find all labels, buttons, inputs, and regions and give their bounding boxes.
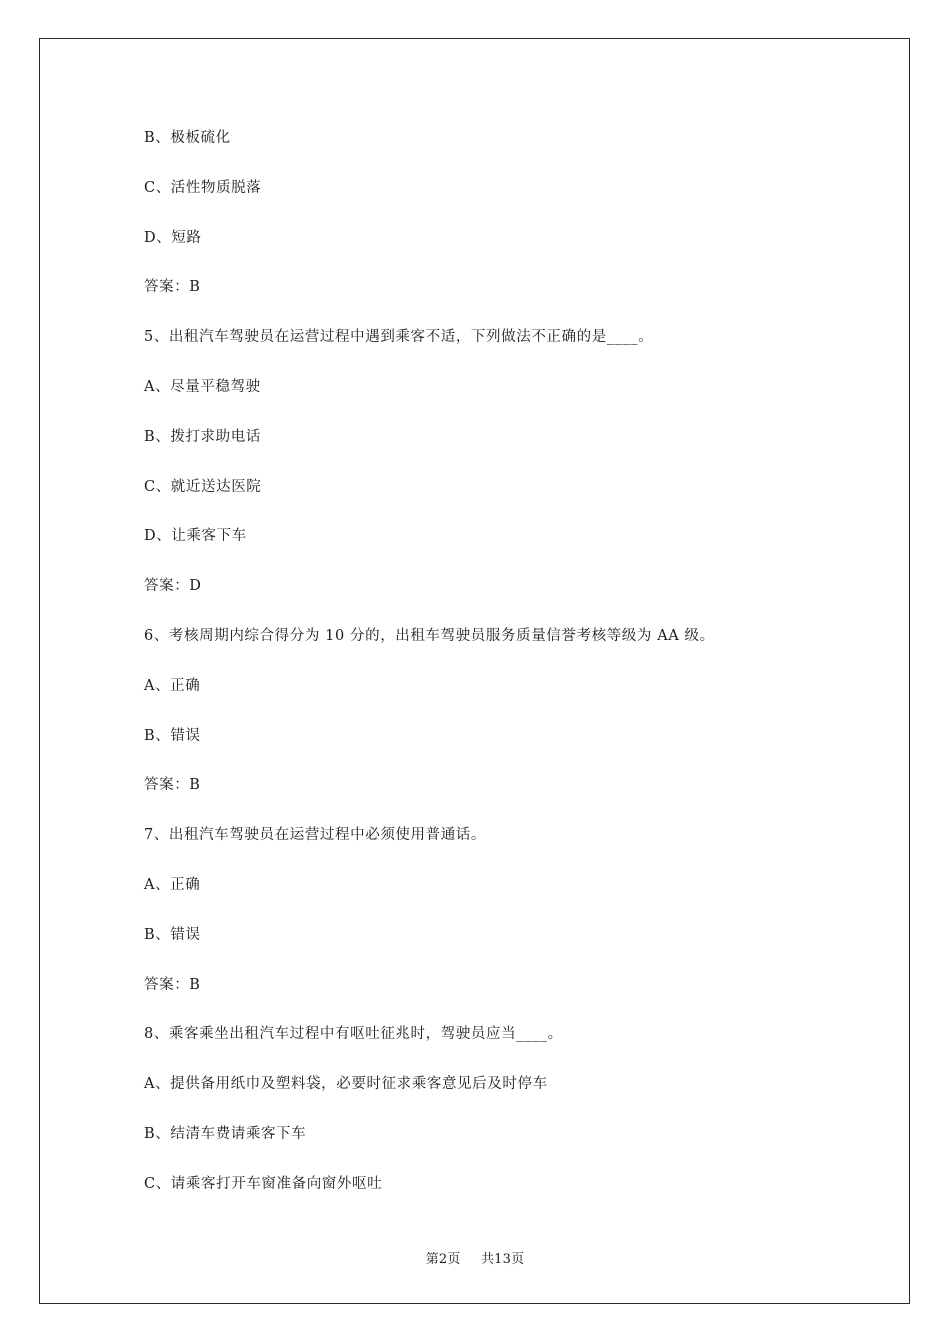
answer-line: 答案：B	[144, 279, 201, 296]
option-line: C、请乘客打开车窗准备向窗外呕吐	[144, 1175, 383, 1192]
document-body	[144, 127, 864, 1223]
total-pages: 共13页	[480, 1252, 525, 1267]
question-line: 8、乘客乘坐出租汽车过程中有呕吐征兆时，驾驶员应当____。	[144, 1026, 563, 1043]
option-line: A、正确	[144, 677, 201, 694]
answer-line: 答案：D	[144, 578, 202, 595]
question-line: 6、考核周期内综合得分为 10 分的，出租车驾驶员服务质量信誉考核等级为 AA 级。	[144, 627, 715, 644]
option-line: A、正确	[144, 876, 201, 893]
option-line: B、错误	[144, 926, 201, 943]
answer-line: 答案：B	[144, 976, 201, 993]
option-line: D、让乘客下车	[144, 528, 247, 545]
option-line: A、提供备用纸巾及塑料袋，必要时征求乘客意见后及时停车	[144, 1076, 548, 1093]
option-line: C、就近送达医院	[144, 478, 262, 495]
option-line: B、错误	[144, 727, 201, 744]
question-line: 7、出租汽车驾驶员在运营过程中必须使用普通话。	[144, 827, 487, 844]
page-footer	[0, 1248, 950, 1267]
option-line: D、短路	[144, 229, 202, 246]
option-line: A、尽量平稳驾驶	[144, 378, 261, 395]
answer-line: 答案：B	[144, 777, 201, 794]
option-line: C、活性物质脱落	[144, 179, 262, 196]
option-line: B、拨打求助电话	[144, 428, 261, 445]
page-number: 第2页	[425, 1252, 461, 1267]
question-line: 5、出租汽车驾驶员在运营过程中遇到乘客不适，下列做法不正确的是____。	[144, 329, 654, 346]
option-line: B、结清车费请乘客下车	[144, 1125, 307, 1142]
option-line: B、极板硫化	[144, 130, 231, 146]
